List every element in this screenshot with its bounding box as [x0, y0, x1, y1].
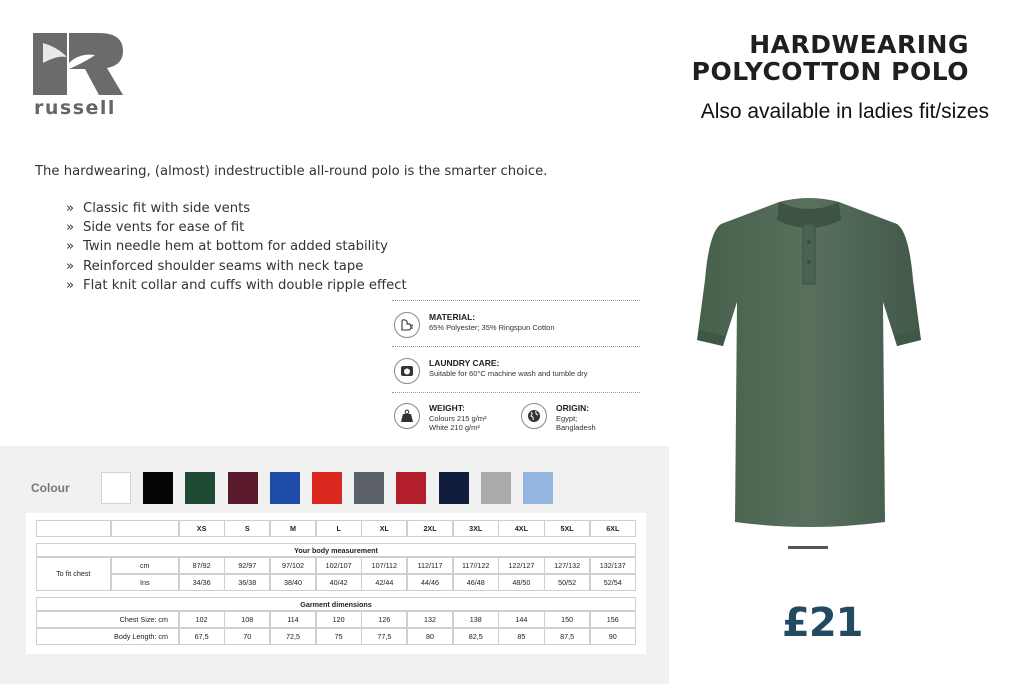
body-length-cell: 70 — [224, 628, 270, 646]
body-length-cell: 85 — [498, 628, 544, 646]
ins-value-cell: 44/46 — [407, 574, 453, 592]
bullet-icon: » — [66, 201, 75, 216]
cm-value-cell: 107/112 — [361, 557, 407, 575]
ins-value-cell: 48/50 — [498, 574, 544, 592]
cm-value-cell: 117//122 — [453, 557, 499, 575]
feature-item: » Flat knit collar and cuffs with double ripple effect — [66, 276, 407, 295]
colour-swatch[interactable] — [101, 472, 131, 504]
weight-value: Colours 215 g/m² White 210 g/m² — [429, 414, 487, 432]
size-header-cell: 6XL — [590, 520, 636, 538]
ins-value-cell: 36/38 — [224, 574, 270, 592]
garment-dimension-rows — [36, 611, 636, 645]
body-length-cell: 72,5 — [270, 628, 316, 646]
chest-size-cell: 102 — [179, 611, 225, 629]
table-corner-cell — [111, 520, 180, 538]
body-length-cell: 67,5 — [179, 628, 225, 646]
russell-logo-icon — [33, 33, 125, 95]
chest-size-cell: 138 — [453, 611, 499, 629]
feature-item: » Twin needle hem at bottom for added stability — [66, 237, 407, 256]
size-header-cell: XS — [179, 520, 225, 538]
colour-swatch[interactable] — [354, 472, 384, 504]
washing-icon — [394, 358, 420, 384]
size-header-cell: 5XL — [544, 520, 590, 538]
cm-value-cell: 102/107 — [316, 557, 362, 575]
colour-swatch[interactable] — [481, 472, 511, 504]
ins-value-cell: 38/40 — [270, 574, 316, 592]
body-length-cell: 82,5 — [453, 628, 499, 646]
weight-label: WEIGHT: — [429, 403, 465, 413]
laundry-label: LAUNDRY CARE: — [429, 358, 500, 368]
cm-value-cell: 112/117 — [407, 557, 453, 575]
colour-swatch[interactable] — [270, 472, 300, 504]
ins-value-cell: 52/54 — [590, 574, 636, 592]
ins-value-cell: 46/48 — [453, 574, 499, 592]
colour-swatch[interactable] — [185, 472, 215, 504]
fabric-icon — [394, 312, 420, 338]
title-line-2: POLYCOTTON POLO — [691, 57, 969, 86]
product-description: The hardwearing, (almost) indestructible all-round polo is the smarter choice. — [35, 164, 548, 179]
colour-swatch[interactable] — [396, 472, 426, 504]
price: £21 — [782, 600, 863, 646]
colour-swatch[interactable] — [228, 472, 258, 504]
size-header-cell: L — [316, 520, 362, 538]
origin-label: ORIGIN: — [556, 403, 590, 413]
size-header-cell: XL — [361, 520, 407, 538]
origin-value: Egypt; Bangladesh — [556, 414, 596, 432]
unit-cm-label: cm — [111, 557, 180, 575]
colour-swatch[interactable] — [143, 472, 173, 504]
feature-item: » Reinforced shoulder seams with neck tape — [66, 257, 407, 276]
cutoff-text — [788, 543, 830, 549]
colour-swatch[interactable] — [523, 472, 553, 504]
feature-item: » Classic fit with side vents — [66, 199, 407, 218]
material-value: 65% Polyester; 35% Ringspun Cotton — [429, 323, 555, 332]
bullet-icon: » — [66, 258, 75, 274]
size-header-cell: 4XL — [498, 520, 544, 538]
garment-dimensions-title: Garment dimensions — [36, 597, 636, 611]
weight-icon — [394, 403, 420, 429]
brand-logo — [33, 33, 129, 119]
size-header-cell: M — [270, 520, 316, 538]
unit-ins-label: Ins — [111, 574, 180, 592]
cm-value-cell: 92/97 — [224, 557, 270, 575]
feature-list — [66, 199, 407, 295]
laundry-value: Suitable for 60°C machine wash and tumble dry — [429, 369, 588, 378]
cm-value-cell: 127/132 — [544, 557, 590, 575]
product-subtitle: Also available in ladies fit/sizes — [700, 100, 989, 123]
divider — [392, 392, 640, 393]
colour-swatch[interactable] — [439, 472, 469, 504]
body-length-cell: 80 — [407, 628, 453, 646]
body-length-cell: 75 — [316, 628, 362, 646]
cm-value-cell: 87/92 — [179, 557, 225, 575]
divider — [392, 346, 640, 347]
size-header-row — [36, 520, 636, 537]
size-header-cell: 3XL — [453, 520, 499, 538]
colour-swatch[interactable] — [312, 472, 342, 504]
globe-icon — [521, 403, 547, 429]
polo-shirt-image — [669, 180, 929, 540]
cm-value-cell: 97/102 — [270, 557, 316, 575]
ins-value-cell: 40/42 — [316, 574, 362, 592]
bullet-icon: » — [66, 220, 75, 236]
bullet-icon: » — [66, 239, 75, 255]
ins-value-cell: 42/44 — [361, 574, 407, 592]
body-length-cell: 87,5 — [544, 628, 590, 646]
colour-label: Colour — [31, 481, 70, 495]
brand-wordmark: russell — [34, 97, 116, 119]
chest-size-cell: 144 — [498, 611, 544, 629]
ins-value-cell: 34/36 — [179, 574, 225, 592]
material-label: MATERIAL: — [429, 312, 476, 322]
chest-size-cell: 114 — [270, 611, 316, 629]
cm-value-cell: 122/127 — [498, 557, 544, 575]
body-length-cell: 90 — [590, 628, 636, 646]
chest-row-label: To fit chest — [36, 557, 112, 592]
chest-size-cell: 108 — [224, 611, 270, 629]
chest-size-label: Chest Size: cm — [36, 611, 180, 629]
divider — [392, 300, 640, 301]
table-corner-cell — [36, 520, 112, 538]
chest-size-cell: 150 — [544, 611, 590, 629]
ins-value-cell: 50/52 — [544, 574, 590, 592]
body-length-cell: 77,5 — [361, 628, 407, 646]
bullet-icon: » — [66, 277, 75, 293]
size-header-cell: S — [224, 520, 270, 538]
body-measurement-rows — [36, 557, 636, 591]
chest-size-cell: 120 — [316, 611, 362, 629]
title-line-1: HARDWEARING — [749, 30, 969, 59]
size-header-cell: 2XL — [407, 520, 453, 538]
product-title — [692, 31, 969, 85]
body-measurement-title: Your body measurement — [36, 543, 636, 557]
chest-size-cell: 126 — [361, 611, 407, 629]
chest-size-cell: 156 — [590, 611, 636, 629]
chest-size-cell: 132 — [407, 611, 453, 629]
feature-item: » Side vents for ease of fit — [66, 218, 407, 237]
cm-value-cell: 132/137 — [590, 557, 636, 575]
body-length-label: Body Length: cm — [36, 628, 180, 646]
